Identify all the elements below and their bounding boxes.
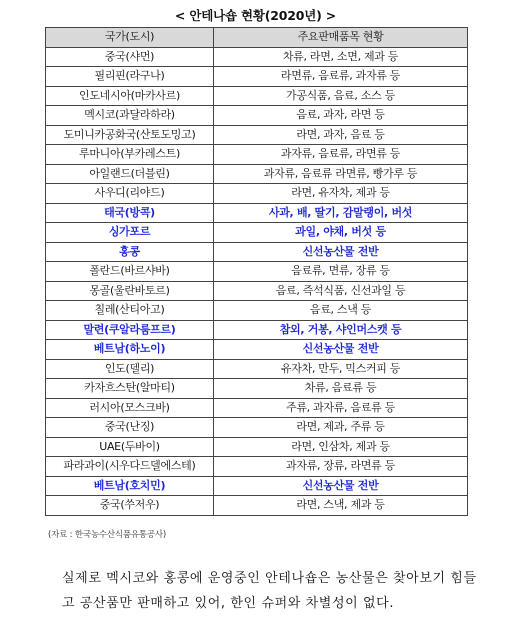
table-row <box>46 223 468 243</box>
country-cell: 사우디(리야드) <box>46 184 214 204</box>
country-cell: 중국(쑤저우) <box>46 496 214 516</box>
items-cell: 과자류, 장류, 라면류 등 <box>214 457 468 477</box>
country-cell: 카자흐스탄(알마티) <box>46 379 214 399</box>
table-title: < 안테나숍 현황(2020년) > <box>174 8 337 23</box>
table-row <box>46 301 468 321</box>
antenna-shop-table <box>45 27 468 516</box>
table-row <box>46 398 468 418</box>
items-cell: 신선농산물 전반 <box>214 340 468 360</box>
table-row <box>46 359 468 379</box>
items-cell: 차류, 라면, 소면, 제과 등 <box>214 47 468 67</box>
table-row <box>46 242 468 262</box>
items-cell: 음료, 즉석식품, 신선과일 등 <box>214 281 468 301</box>
table-row <box>46 496 468 516</box>
table-row <box>46 164 468 184</box>
table-row <box>46 379 468 399</box>
items-cell: 라면류, 음료류, 과자류 등 <box>214 67 468 87</box>
table-row <box>46 320 468 340</box>
country-cell: 폴란드(바르샤바) <box>46 262 214 282</box>
country-cell: UAE(두바이) <box>46 437 214 457</box>
items-cell: 신선농산물 전반 <box>214 242 468 262</box>
table-row <box>46 184 468 204</box>
table-row <box>46 125 468 145</box>
table-row <box>46 262 468 282</box>
country-cell: 베트남(호치민) <box>46 476 214 496</box>
country-cell: 중국(난징) <box>46 418 214 438</box>
country-cell: 루마니아(부카레스트) <box>46 145 214 165</box>
items-cell: 과자류, 음료류 라면류, 빵가루 등 <box>214 164 468 184</box>
items-cell: 신선농산물 전반 <box>214 476 468 496</box>
body-paragraph: 실제로 멕시코와 홍콩에 운영중인 안테나숍은 농산물은 찾아보기 힘들고 공산품만 판매하고 있어, 한인 슈퍼와 차별성이 없다. <box>62 571 477 611</box>
items-cell: 가공식품, 음료, 소스 등 <box>214 86 468 106</box>
table-row <box>46 476 468 496</box>
table-row <box>46 203 468 223</box>
items-cell: 라면, 제과, 주류 등 <box>214 418 468 438</box>
items-cell: 음료류, 면류, 장류 등 <box>214 262 468 282</box>
country-cell: 필리핀(라구나) <box>46 67 214 87</box>
table-row <box>46 281 468 301</box>
country-cell: 파라과이(시우다드델에스테) <box>46 457 214 477</box>
country-cell: 러시아(모스크바) <box>46 398 214 418</box>
items-cell: 주류, 과자류, 음료류 등 <box>214 398 468 418</box>
country-cell: 태국(방콕) <box>46 203 214 223</box>
table-row <box>46 67 468 87</box>
table-row <box>46 47 468 67</box>
items-cell: 참외, 거봉, 샤인머스캣 등 <box>214 320 468 340</box>
country-cell: 말련(쿠알라룸프르) <box>46 320 214 340</box>
header-country: 국가(도시) <box>46 28 214 48</box>
items-cell: 차류, 음료류 등 <box>214 379 468 399</box>
table-header-row <box>46 28 468 48</box>
items-cell: 라면, 유자차, 제과 등 <box>214 184 468 204</box>
country-cell: 도미니카공화국(산토도밍고) <box>46 125 214 145</box>
country-cell: 베트남(하노이) <box>46 340 214 360</box>
table-row <box>46 106 468 126</box>
country-cell: 칠레(산티아고) <box>46 301 214 321</box>
items-cell: 과자류, 음료류, 라면류 등 <box>214 145 468 165</box>
table-row <box>46 457 468 477</box>
items-cell: 음료, 과자, 라면 등 <box>214 106 468 126</box>
table-row <box>46 145 468 165</box>
items-cell: 라면, 과자, 음료 등 <box>214 125 468 145</box>
items-cell: 과일, 야채, 버섯 등 <box>214 223 468 243</box>
country-cell: 홍콩 <box>46 242 214 262</box>
country-cell: 멕시코(과달라하라) <box>46 106 214 126</box>
items-cell: 음료, 스낵 등 <box>214 301 468 321</box>
table-row <box>46 418 468 438</box>
source-note: (자료 : 한국농수산식품유통공사) <box>48 530 167 540</box>
header-items: 주요판매품목 현황 <box>214 28 468 48</box>
country-cell: 인도네시아(마카사르) <box>46 86 214 106</box>
country-cell: 인도(델리) <box>46 359 214 379</box>
country-cell: 싱가포르 <box>46 223 214 243</box>
items-cell: 라면, 인삼차, 제과 등 <box>214 437 468 457</box>
table-row <box>46 86 468 106</box>
table-row <box>46 437 468 457</box>
country-cell: 아일랜드(더블린) <box>46 164 214 184</box>
table-row <box>46 340 468 360</box>
country-cell: 몽골(울란바토르) <box>46 281 214 301</box>
items-cell: 사과, 배, 딸기, 감말랭이, 버섯 <box>214 203 468 223</box>
items-cell: 라면, 스낵, 제과 등 <box>214 496 468 516</box>
items-cell: 유자차, 만두, 믹스커피 등 <box>214 359 468 379</box>
country-cell: 중국(샤먼) <box>46 47 214 67</box>
